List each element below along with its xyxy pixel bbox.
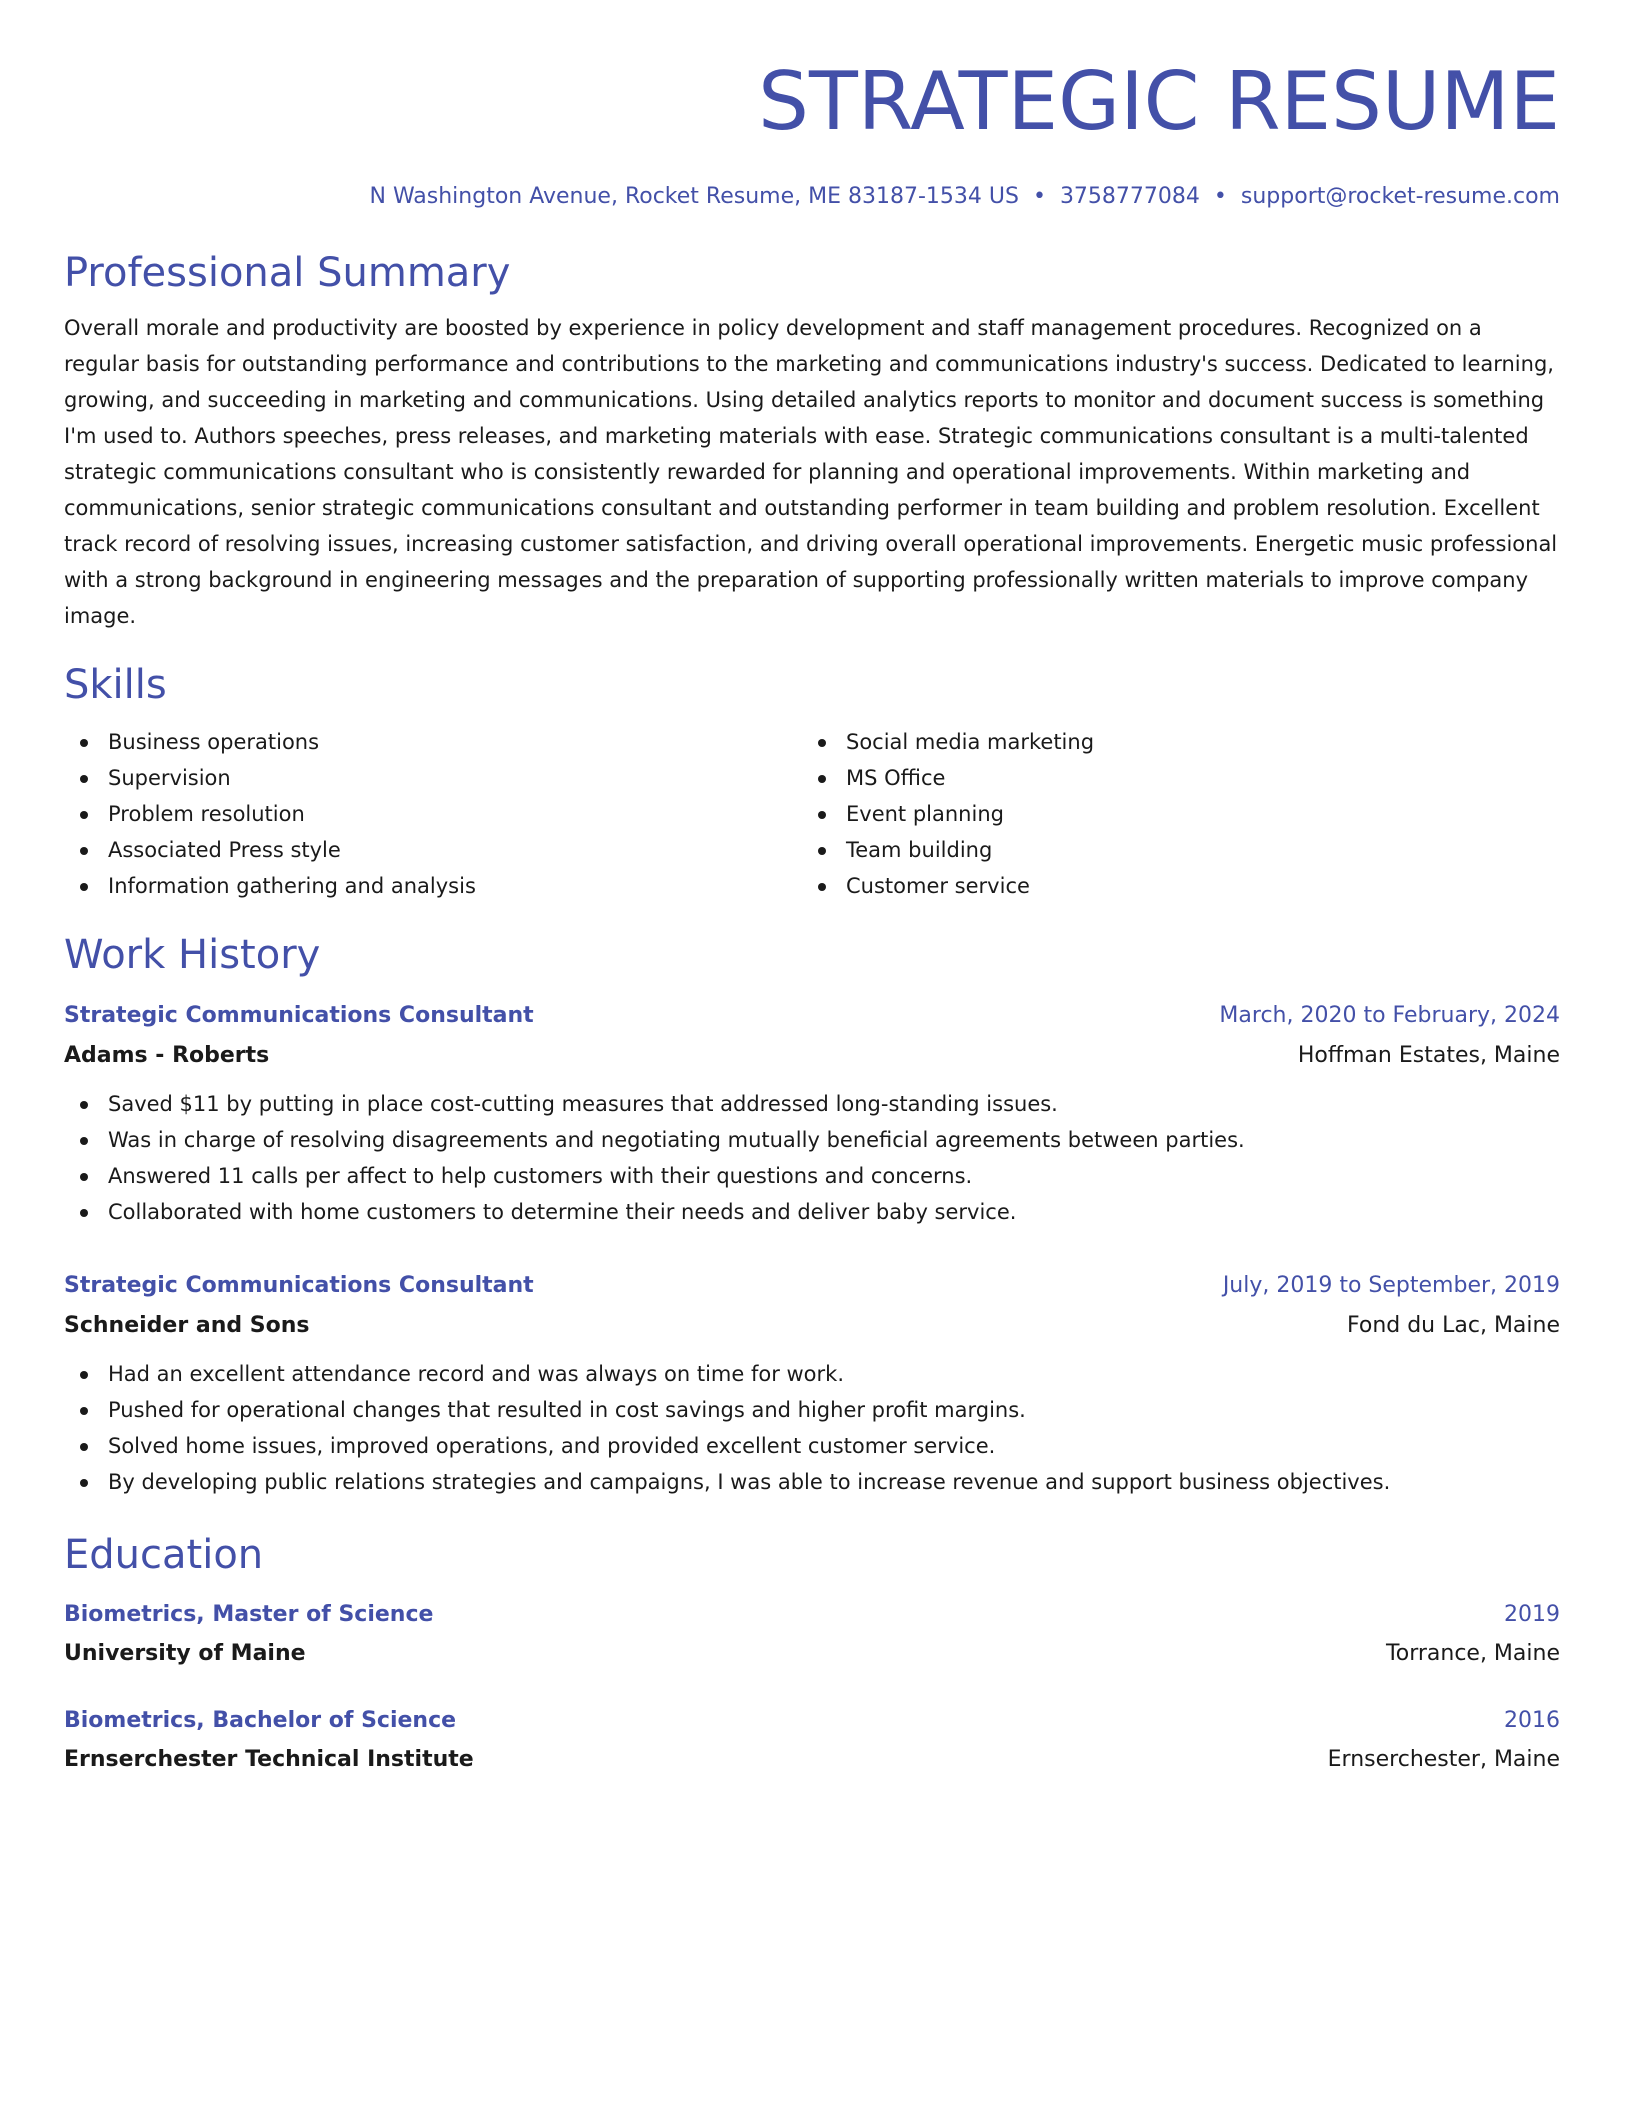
resume-page: [64, 52, 1560, 1780]
job-entry: [64, 1266, 1560, 1500]
skill-item: Associated Press style: [64, 832, 802, 868]
job-title: Strategic Communications Consultant: [64, 1003, 534, 1028]
job-entry: [64, 996, 1560, 1230]
education-header-row: [64, 1596, 1560, 1634]
education-school-row: [64, 1740, 1560, 1780]
skill-item: Business operations: [64, 724, 802, 760]
skill-item: Supervision: [64, 760, 802, 796]
job-bullet: By developing public relations strategies and campaigns, I was able to increase revenue and support business objectives.: [64, 1464, 1560, 1500]
job-bullet: Had an excellent attendance record and was always on time for work.: [64, 1356, 1560, 1392]
contact-email: support@rocket-resume.com: [1240, 184, 1560, 209]
education-school: University of Maine: [64, 1641, 306, 1666]
work-history-heading: Work History: [64, 932, 321, 978]
skill-item: Social media marketing: [802, 724, 1540, 760]
skills-column-left: [64, 724, 802, 904]
job-title: Strategic Communications Consultant: [64, 1273, 534, 1298]
education-year: 2016: [1504, 1708, 1560, 1733]
job-company: Adams - Roberts: [64, 1043, 270, 1068]
education-year: 2019: [1504, 1602, 1560, 1627]
education-header-row: [64, 1702, 1560, 1740]
skills-heading: Skills: [64, 662, 167, 708]
resume-name: STRATEGIC RESUME: [758, 55, 1560, 148]
education-location: Ernserchester, Maine: [1327, 1747, 1560, 1772]
job-company-row: [64, 1036, 1560, 1076]
job-bullets: [64, 1356, 1560, 1500]
summary-text: Overall morale and productivity are boosted by experience in policy development and staff management procedures. Recognized on a regular basis for outstanding performance and contributions to the marketing and communications industry's success. Dedicated to learning, growing, and succeeding in marketing and communications. Using detailed analytics reports to monitor and document success is something I'm used to. Authors speeches, press releases, and marketing materials with ease. Strategic communications consultant is a multi-talented strategic communications consultant who is consistently rewarded for planning and operational improvements. Within marketing and communications, senior strategic communications consultant and outstanding performer in team building and problem resolution. Excellent track record of resolving issues, increasing customer satisfaction, and driving overall operational improvements. Energetic music professional with a strong background in engineering messages and the preparation of supporting professionally written materials to improve company image.: [64, 316, 1558, 628]
education-school-row: [64, 1634, 1560, 1674]
job-dates: March, 2020 to February, 2024: [1219, 1003, 1560, 1028]
education-degree: Biometrics, Master of Science: [64, 1602, 434, 1627]
education-heading: Education: [64, 1532, 264, 1578]
contact-address: N Washington Avenue, Rocket Resume, ME 83187-1534 US: [369, 184, 1019, 209]
contact-line: [64, 182, 1560, 212]
contact-phone: 3758777084: [1059, 184, 1200, 209]
skills-column-right: [802, 724, 1540, 904]
job-bullet: Collaborated with home customers to determine their needs and deliver baby service.: [64, 1194, 1560, 1230]
skill-item: Problem resolution: [64, 796, 802, 832]
skills-list: [64, 724, 1560, 904]
job-bullet: Solved home issues, improved operations, and provided excellent customer service.: [64, 1428, 1560, 1464]
contact-separator: •: [1213, 184, 1227, 209]
job-dates: July, 2019 to September, 2019: [1222, 1273, 1560, 1298]
education-school: Ernserchester Technical Institute: [64, 1747, 474, 1772]
job-company: Schneider and Sons: [64, 1313, 310, 1338]
job-bullet: Answered 11 calls per affect to help customers with their questions and concerns.: [64, 1158, 1560, 1194]
skill-item: Event planning: [802, 796, 1540, 832]
education-location: Torrance, Maine: [1386, 1641, 1560, 1666]
job-bullet: Saved $11 by putting in place cost-cutting measures that addressed long-standing issues.: [64, 1086, 1560, 1122]
summary-heading: Professional Summary: [64, 250, 511, 296]
skill-item: Information gathering and analysis: [64, 868, 802, 904]
job-bullet: Was in charge of resolving disagreements and negotiating mutually beneficial agreements between parties.: [64, 1122, 1560, 1158]
job-company-row: [64, 1306, 1560, 1346]
job-header-row: [64, 1266, 1560, 1306]
education-degree: Biometrics, Bachelor of Science: [64, 1708, 457, 1733]
job-location: Hoffman Estates, Maine: [1297, 1043, 1560, 1068]
skill-item: Customer service: [802, 868, 1540, 904]
skill-item: Team building: [802, 832, 1540, 868]
education-entry: [64, 1702, 1560, 1780]
job-header-row: [64, 996, 1560, 1036]
contact-separator: •: [1032, 184, 1046, 209]
education-entry: [64, 1596, 1560, 1674]
skill-item: MS Office: [802, 760, 1540, 796]
job-location: Fond du Lac, Maine: [1346, 1313, 1560, 1338]
job-bullet: Pushed for operational changes that resulted in cost savings and higher profit margins.: [64, 1392, 1560, 1428]
job-bullets: [64, 1086, 1560, 1230]
